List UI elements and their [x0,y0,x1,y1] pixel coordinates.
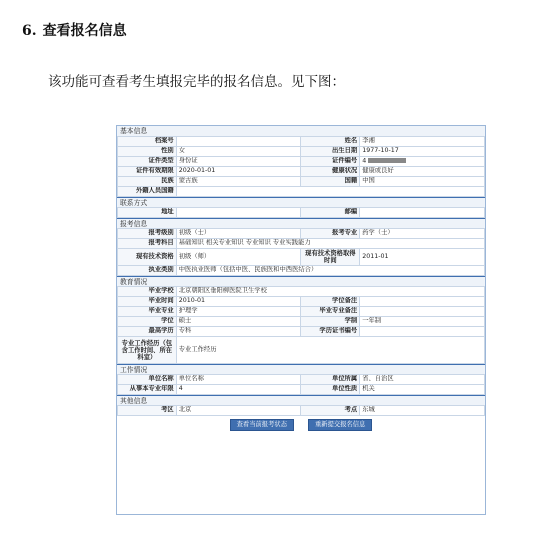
degree-label: 学位 [118,317,177,327]
table-row [118,137,485,147]
section-other-title: 其他信息 [117,395,485,405]
id-no-cell [360,157,485,167]
unit-type-label: 单位性质 [301,385,360,395]
address-label: 地址 [118,208,177,218]
current-qual-value: 初级（师） [176,249,301,266]
school-value: 北京朝阳区垂阳柳医院卫生学校 [176,287,484,297]
highest-label: 最高学历 [118,327,177,337]
work-exp-value: 专业工作经历 [176,337,484,364]
cert-no-value [360,327,485,337]
table-row [118,307,485,317]
level-label: 报考级别 [118,229,177,239]
system-label: 学制 [301,317,360,327]
grad-major-value: 护理学 [176,307,301,317]
table-row [118,187,485,197]
intro-paragraph: 该功能可查看考生填报完毕的报名信息。见下图： [48,74,345,90]
redaction-mask [368,158,406,163]
archive-no-value [176,137,301,147]
table-row [118,208,485,218]
birth-value: 1977-10-17 [360,147,485,157]
table-row [118,327,485,337]
id-valid-value: 2020-01-01 [176,167,301,177]
subject-value: 基础知识 相关专业知识 专业知识 专业实践能力 [176,239,484,249]
degree-note-value [360,297,485,307]
archive-no-label: 档案号 [118,137,177,147]
education-table [117,286,485,364]
table-row [118,239,485,249]
id-type-label: 证件类型 [118,157,177,167]
health-label: 健康状况 [301,167,360,177]
section-education-title: 教育情况 [117,276,485,286]
health-value: 健康或良好 [360,167,485,177]
basic-info-table [117,136,485,197]
nation-label: 国籍 [301,177,360,187]
section-title: 查看报名信息 [42,23,127,39]
site-value: 东城 [360,406,485,416]
current-qual-label: 现有技术资格 [118,249,177,266]
id-valid-label: 证件有效期限 [118,167,177,177]
contact-table [117,207,485,218]
system-value: 一年制 [360,317,485,327]
unit-label: 单位名称 [118,375,177,385]
ethnic-value: 蒙古族 [176,177,301,187]
name-label: 姓名 [301,137,360,147]
grad-time-value: 2010-01 [176,297,301,307]
site-label: 考点 [301,406,360,416]
gender-label: 性别 [118,147,177,157]
gender-value: 女 [176,147,301,157]
table-row [118,147,485,157]
button-row [117,416,485,434]
unit-type-value: 机关 [360,385,485,395]
highest-value: 专科 [176,327,301,337]
id-type-value: 身份证 [176,157,301,167]
degree-note-label: 学位备注 [301,297,360,307]
work-table [117,374,485,395]
table-row [118,266,485,276]
table-row [118,287,485,297]
id-no-label: 证件编号 [301,157,360,167]
resubmit-button[interactable]: 重新提交报名信息 [308,419,372,431]
unit-value: 单位名称 [176,375,301,385]
table-row [118,177,485,187]
years-value: 4 [176,385,301,395]
section-work-title: 工作情况 [117,364,485,374]
exam-table [117,228,485,276]
table-row [118,385,485,395]
view-status-button[interactable]: 查看当前报考状态 [230,419,294,431]
unit-loc-label: 单位所属 [301,375,360,385]
table-row [118,157,485,167]
address-value [176,208,301,218]
table-row [118,249,485,266]
foreign-value [176,187,484,197]
area-value: 北京 [176,406,301,416]
postcode-label: 邮编 [301,208,360,218]
major-label: 报考专业 [301,229,360,239]
major-value: 药学（士） [360,229,485,239]
table-row [118,229,485,239]
ethnic-label: 民族 [118,177,177,187]
section-heading [22,20,127,40]
practice-label: 执业类别 [118,266,177,276]
work-exp-label: 专业工作经历（包含工作时间、所在科室） [118,337,177,364]
id-no-value: 4 [362,157,367,165]
nation-value: 中国 [360,177,485,187]
birth-label: 出生日期 [301,147,360,157]
years-label: 从事本专业年限 [118,385,177,395]
table-row [118,406,485,416]
name-value: 李湘 [360,137,485,147]
registration-info-form [116,125,486,515]
foreign-label: 外籍人员国籍 [118,187,177,197]
practice-value: 中医执业医师（包括中医、民族医和中西医结合） [176,266,484,276]
other-table [117,405,485,416]
level-value: 初级（士） [176,229,301,239]
grad-time-label: 毕业时间 [118,297,177,307]
section-basic-title: 基本信息 [117,126,485,136]
school-label: 毕业学校 [118,287,177,297]
section-number: 6. [22,23,37,39]
section-exam-title: 报考信息 [117,218,485,228]
subject-label: 报考科目 [118,239,177,249]
qual-time-label: 现有技术资格取得时间 [301,249,360,266]
table-row [118,297,485,307]
major-note-label: 毕业专业备注 [301,307,360,317]
section-contact-title: 联系方式 [117,197,485,207]
major-note-value [360,307,485,317]
table-row [118,317,485,327]
table-row [118,375,485,385]
area-label: 考区 [118,406,177,416]
degree-value: 硕士 [176,317,301,327]
table-row [118,167,485,177]
unit-loc-value: 省、自治区 [360,375,485,385]
qual-time-value: 2011-01 [360,249,485,266]
cert-no-label: 学历证书编号 [301,327,360,337]
grad-major-label: 毕业专业 [118,307,177,317]
table-row [118,337,485,364]
postcode-value [360,208,485,218]
